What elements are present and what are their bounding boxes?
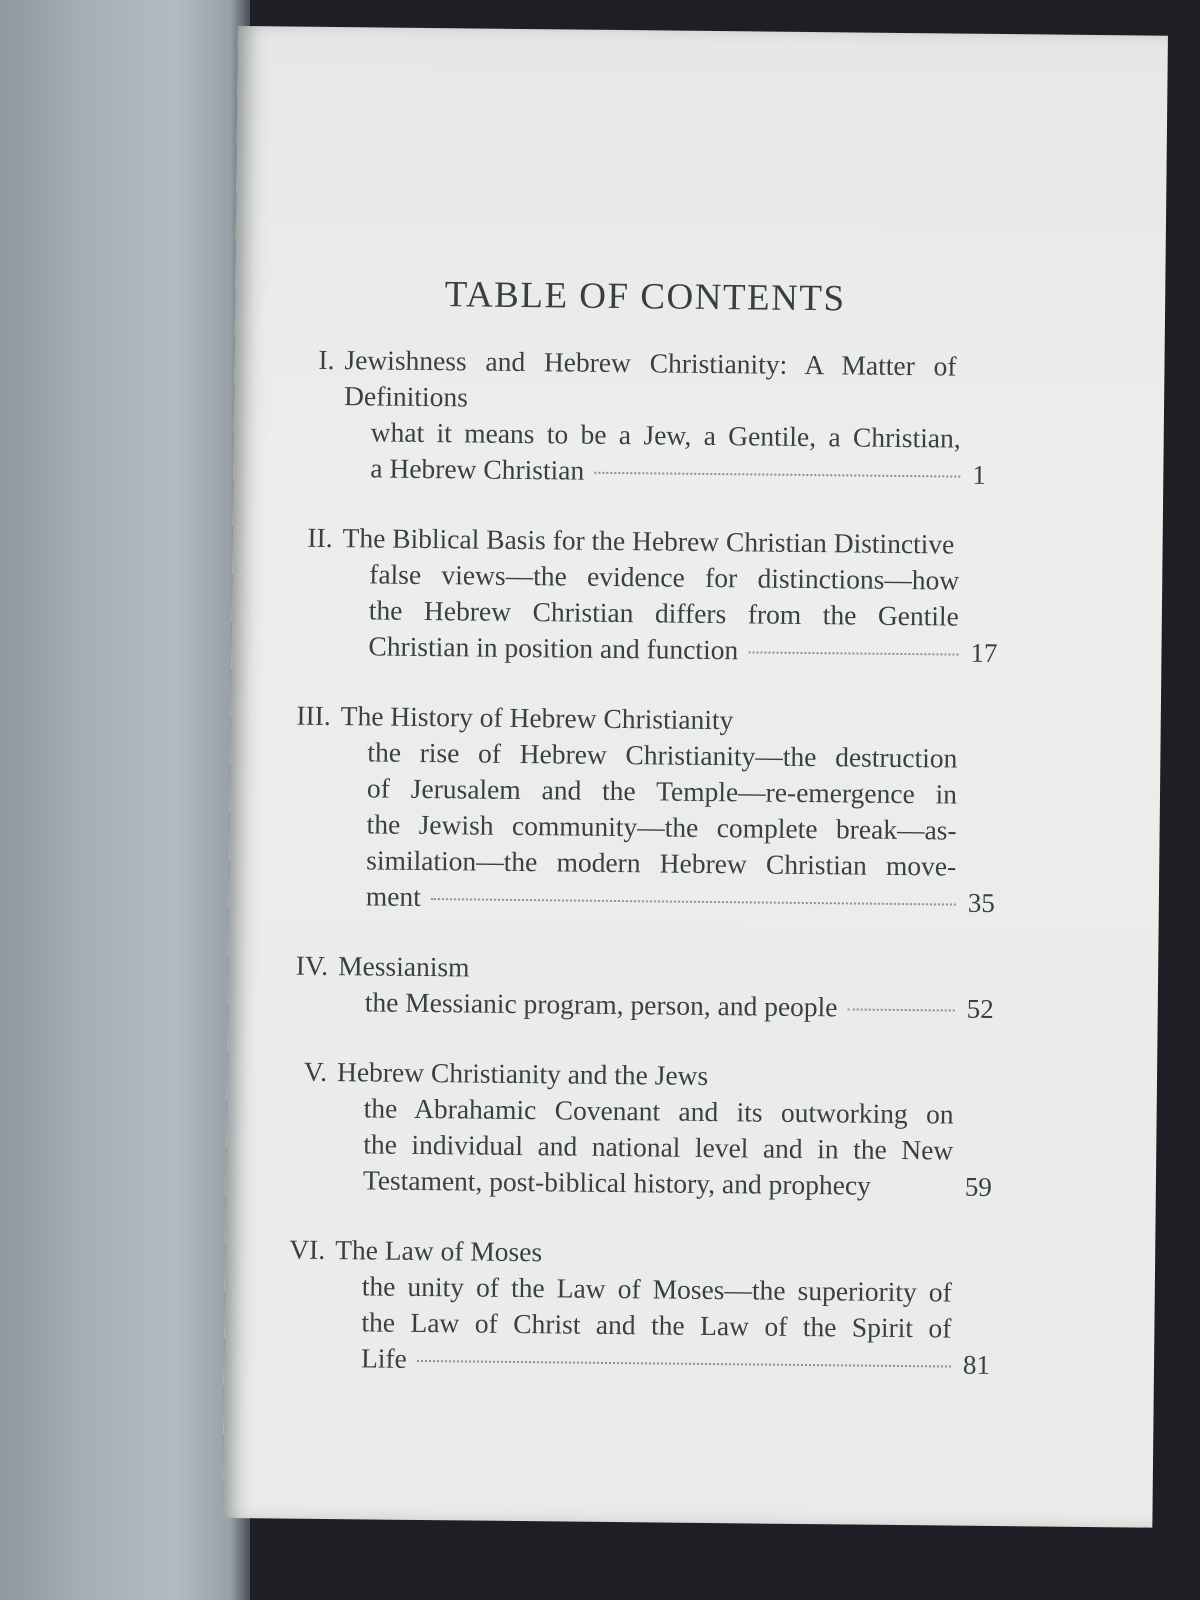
page-number: 35 (967, 887, 996, 918)
dot-leader (417, 1360, 951, 1368)
chapter-numeral: VI. (289, 1233, 326, 1265)
description-line: a Hebrew Christian (370, 450, 960, 492)
description-line: Christian in position and function (368, 628, 958, 670)
chapter-entry (270, 1053, 1031, 1205)
chapter-description (364, 984, 994, 1026)
description-line: ment (366, 878, 956, 920)
chapter-title: The Biblical Basis for the Hebrew Christian Distinctive (342, 522, 955, 560)
dot-leader (748, 651, 958, 655)
page-number: 17 (970, 637, 998, 668)
chapter-description (368, 556, 998, 670)
chapter-title: Messianism (338, 950, 470, 983)
chapter-list (268, 341, 1039, 1417)
chapter-title: Hebrew Christianity and the Jews (336, 1056, 709, 1091)
page-title: TABLE OF CONTENTS (444, 274, 846, 320)
page-number: 59 (964, 1171, 993, 1202)
chapter-description (365, 734, 996, 920)
page-number: 81 (962, 1349, 991, 1380)
chapter-numeral: II. (307, 521, 333, 554)
chapter-numeral: III. (296, 699, 331, 732)
chapter-entry (273, 697, 1035, 921)
chapter-numeral: IV. (295, 949, 329, 981)
description-line: the Jewish community—the complete break—as- (366, 808, 957, 846)
description-line: the Law of Christ and the Law of the Spirit of (361, 1306, 952, 1344)
description-line: the Messianic program, person, and people (365, 984, 955, 1026)
chapter-entry (268, 1231, 1029, 1383)
description-line: the Hebrew Christian differs from the Gentile (368, 594, 960, 632)
chapter-entry (275, 519, 1036, 671)
description-line: the individual and national level and in the New (363, 1128, 954, 1166)
chapter-title: The Law of Moses (335, 1234, 543, 1268)
chapter-heading (278, 341, 1039, 421)
chapter-numeral: I. (318, 343, 335, 376)
description-line: similation—the modern Hebrew Christian move- (366, 844, 957, 882)
chapter-numeral: V. (303, 1055, 328, 1087)
description-line: the Abrahamic Covenant and its outworking on (363, 1092, 954, 1130)
page-number: 1 (972, 459, 986, 490)
dot-leader (594, 472, 960, 478)
chapter-title: The History of Hebrew Christianity (340, 700, 734, 736)
description-line: false views—the evidence for distinctions—how (369, 558, 960, 596)
description-line: Life (361, 1340, 951, 1382)
dot-leader (431, 898, 956, 905)
description-line: the rise of Hebrew Christianity—the destruction (367, 736, 958, 774)
chapter-description (360, 1268, 991, 1382)
chapter-description (370, 414, 986, 492)
description-line: what it means to be a Jew, a Gentile, a Christian, (370, 416, 961, 454)
chapter-title: Jewishness and Hebrew Christianity: A Matter of Definitions (343, 344, 957, 413)
chapter-entry (277, 341, 1038, 493)
dot-leader (847, 1008, 954, 1011)
toc-page (222, 26, 1168, 1528)
description-line: the unity of the Law of Moses—the superiority of (361, 1270, 952, 1308)
page-number: 52 (966, 993, 994, 1024)
facing-page (0, 0, 250, 1600)
chapter-description (362, 1090, 993, 1204)
description-line: Testament, post-biblical history, and prophecy (362, 1164, 872, 1201)
description-line: of Jerusalem and the Temple—re-emergence in (366, 772, 958, 810)
chapter-entry (272, 947, 1033, 1027)
